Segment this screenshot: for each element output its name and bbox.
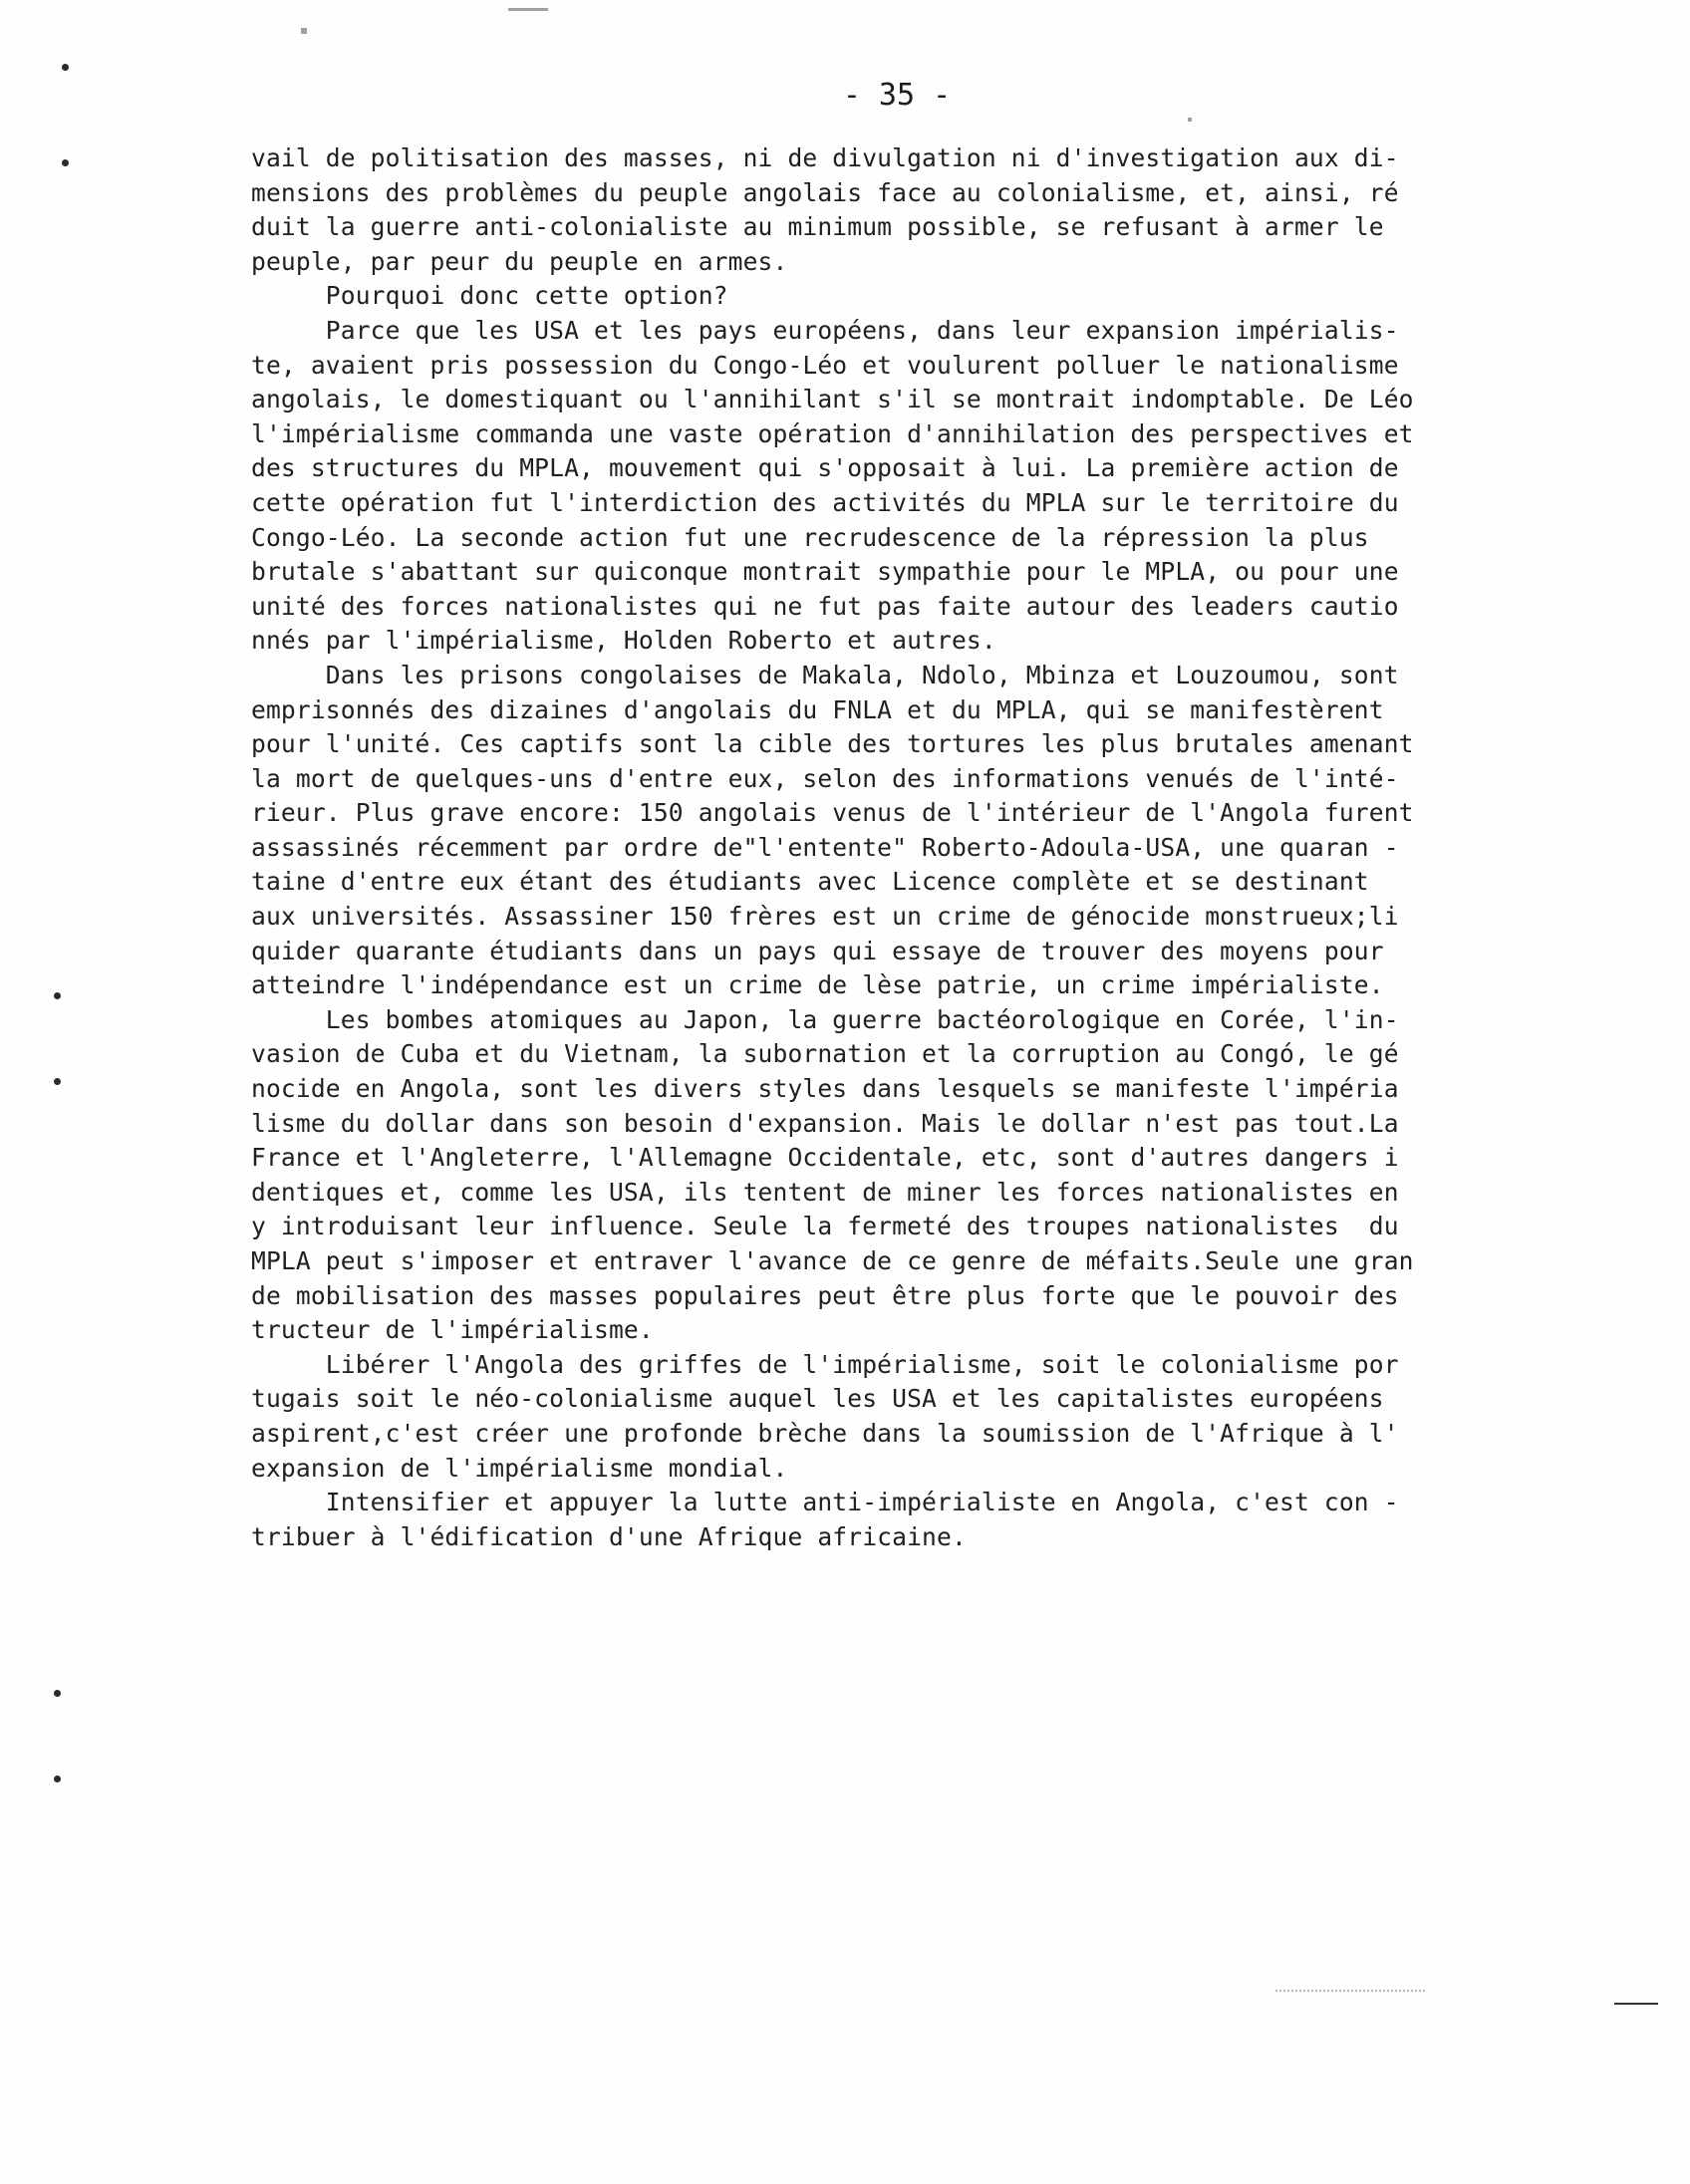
text-line: la mort de quelques-uns d'entre eux, selon des informations venués de l'inté-	[251, 763, 1399, 793]
scan-speck	[301, 28, 307, 34]
margin-mark	[54, 1775, 61, 1782]
text-line: atteindre l'indépendance est un crime de lèse patrie, un crime impérialiste.	[251, 970, 1384, 1000]
text-line: duit la guerre anti-colonialiste au minimum possible, se refusant à armer le	[251, 212, 1384, 242]
text-line: France et l'Angleterre, l'Allemagne Occidentale, etc, sont d'autres dangers i	[251, 1143, 1399, 1173]
text-line: peuple, par peur du peuple en armes.	[251, 246, 788, 276]
margin-mark	[54, 1690, 61, 1697]
text-line: Parce que les USA et les pays européens, dans leur expansion impérialis-	[251, 315, 1399, 345]
text-line: dentiques et, comme les USA, ils tentent de miner les forces nationalistes en	[251, 1177, 1399, 1207]
text-line: Intensifier et appuyer la lutte anti-impérialiste en Angola, c'est con -	[251, 1488, 1399, 1517]
text-line: brutale s'abattant sur quiconque montrait sympathie pour le MPLA, ou pour une	[251, 557, 1399, 587]
page-number: - 35 -	[842, 78, 952, 113]
text-line: vail de politisation des masses, ni de divulgation ni d'investigation aux di-	[251, 143, 1399, 172]
text-line: Les bombes atomiques au Japon, la guerre bactéorologique en Corée, l'in-	[251, 1004, 1399, 1034]
text-line: de mobilisation des masses populaires peut être plus forte que le pouvoir des	[251, 1280, 1399, 1310]
text-line: te, avaient pris possession du Congo-Léo et voulurent polluer le nationalisme	[251, 350, 1399, 380]
scan-speck	[1188, 118, 1192, 122]
text-line: cette opération fut l'interdiction des activités du MPLA sur le territoire du	[251, 487, 1399, 517]
text-line: taine d'entre eux étant des étudiants avec Licence complète et se destinant	[251, 867, 1369, 897]
text-line: pour l'unité. Ces captifs sont la cible des tortures les plus brutales amenant	[251, 729, 1414, 759]
text-line: des structures du MPLA, mouvement qui s'opposait à lui. La première action de	[251, 453, 1399, 483]
text-line: assassinés récemment par ordre de"l'entente" Roberto-Adoula-USA, une quaran -	[251, 832, 1399, 862]
text-line: Congo-Léo. La seconde action fut une recrudescence de la répression la plus	[251, 522, 1369, 552]
text-line: aux universités. Assassiner 150 frères est un crime de génocide monstrueux;li	[251, 902, 1399, 932]
text-line: nnés par l'impérialisme, Holden Roberto et autres.	[251, 626, 996, 656]
text-line: Pourquoi donc cette option?	[251, 281, 728, 311]
text-line: mensions des problèmes du peuple angolais face au colonialisme, et, ainsi, ré	[251, 177, 1399, 207]
text-line: quider quarante étudiants dans un pays qui essaye de trouver des moyens pour	[251, 936, 1384, 965]
text-line: tribuer à l'édification d'une Afrique africaine.	[251, 1521, 967, 1551]
margin-mark	[54, 992, 61, 999]
margin-mark	[62, 159, 69, 166]
text-line: angolais, le domestiquant ou l'annihilant s'il se montrait indomptable. De Léo	[251, 385, 1414, 414]
text-line: emprisonnés des dizaines d'angolais du FNLA et du MPLA, qui se manifestèrent	[251, 694, 1384, 724]
text-line: Libérer l'Angola des griffes de l'impérialisme, soit le colonialisme por	[251, 1349, 1399, 1379]
text-line: y introduisant leur influence. Seule la fermeté des troupes nationalistes du	[251, 1212, 1399, 1241]
text-line: vasion de Cuba et du Vietnam, la subornation et la corruption au Congó, le gé	[251, 1039, 1399, 1069]
scan-speck	[508, 8, 548, 11]
text-line: l'impérialisme commanda une vaste opération d'annihilation des perspectives et	[251, 418, 1414, 448]
margin-mark	[62, 64, 69, 71]
text-line: MPLA peut s'imposer et entraver l'avance de ce genre de méfaits.Seule une gran	[251, 1246, 1414, 1275]
body-text	[251, 141, 1507, 1554]
footer-rule	[1614, 2003, 1658, 2005]
text-line: tugais soit le néo-colonialisme auquel les USA et les capitalistes européens	[251, 1384, 1384, 1414]
text-line: aspirent,c'est créer une profonde brèche dans la soumission de l'Afrique à l'	[251, 1418, 1399, 1448]
text-line: expansion de l'impérialisme mondial.	[251, 1453, 788, 1483]
text-line: Dans les prisons congolaises de Makala, Ndolo, Mbinza et Louzoumou, sont	[251, 660, 1399, 689]
margin-mark	[54, 1078, 61, 1085]
text-line: lisme du dollar dans son besoin d'expansion. Mais le dollar n'est pas tout.La	[251, 1108, 1399, 1138]
footer-dotted-line	[1275, 1990, 1425, 1994]
text-line: unité des forces nationalistes qui ne fut pas faite autour des leaders cautio	[251, 591, 1399, 621]
text-line: tructeur de l'impérialisme.	[251, 1315, 654, 1345]
text-line: nocide en Angola, sont les divers styles dans lesquels se manifeste l'impéria	[251, 1074, 1399, 1104]
text-line: rieur. Plus grave encore: 150 angolais venus de l'intérieur de l'Angola furent	[251, 798, 1414, 828]
